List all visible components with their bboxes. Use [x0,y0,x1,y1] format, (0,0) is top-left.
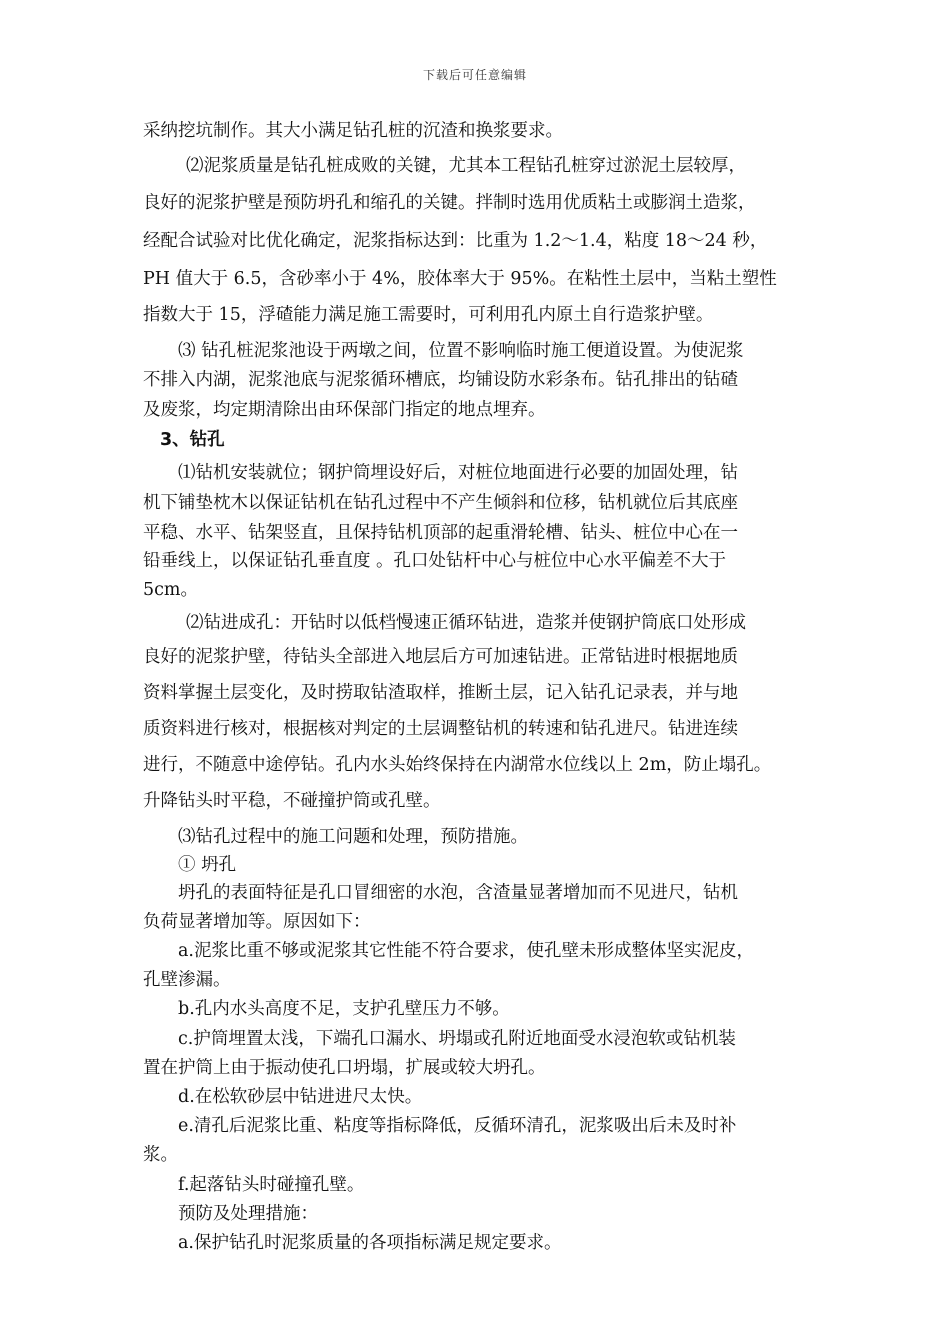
text-line: 负荷显著增加等。原因如下： [143,912,371,932]
text-line: ① 坍孔 [178,855,237,875]
text-line: 平稳、水平、钻架竖直，且保持钻机顶部的起重滑轮槽、钻头、桩位中心在一 [143,523,738,543]
section-heading: 3、钻孔 [160,430,225,450]
text-line: 升降钻头时平稳，不碰撞护筒或孔壁。 [143,791,441,811]
text-line: 浆。 [143,1145,178,1165]
text-line: c.护筒埋置太浅，下端孔口漏水、坍塌或孔附近地面受水浸泡软或钻机装 [178,1029,736,1049]
text-line: ⑶钻孔过程中的施工问题和处理，预防措施。 [178,827,528,847]
text-line: 进行，不随意中途停钻。孔内水头始终保持在内湖常水位线以上 2m，防止塌孔。 [143,755,772,775]
text-line: 及废浆，均定期清除出由环保部门指定的地点埋弃。 [143,400,546,420]
text-line: PH 值大于 6.5，含砂率小于 4%，胶体率大于 95%。在粘性土层中，当粘土塑性 [143,269,777,289]
text-line: 铅垂线上，以保证钻孔垂直度 。孔口处钻杆中心与桩位中心水平偏差不大于 [143,551,727,571]
text-line: 机下铺垫枕木以保证钻机在钻孔过程中不产生倾斜和位移，钻机就位后其底座 [143,493,738,513]
text-line: 指数大于 15，浮碴能力满足施工需要时，可利用孔内原土自行造浆护壁。 [143,305,714,325]
text-line: 采纳挖坑制作。其大小满足钻孔桩的沉渣和换浆要求。 [143,121,563,141]
text-line: a.保护钻孔时泥浆质量的各项指标满足规定要求。 [178,1233,562,1253]
text-line: e.清孔后泥浆比重、粘度等指标降低，反循环清孔，泥浆吸出后未及时补 [178,1116,737,1136]
text-line: ⑴钻机安装就位；钢护筒埋设好后，对桩位地面进行必要的加固处理，钻 [178,463,738,483]
text-line: 不排入内湖，泥浆池底与泥浆循环槽底，均铺设防水彩条布。钻孔排出的钻碴 [143,370,738,390]
text-line: 质资料进行核对，根据核对判定的土层调整钻机的转速和钻孔进尺。钻进连续 [143,719,738,739]
text-line: b.孔内水头高度不足，支护孔壁压力不够。 [178,999,510,1019]
text-line: ⑵钻进成孔：开钻时以低档慢速正循环钻进，造浆并使钢护筒底口处形成 [186,613,746,633]
text-line: 经配合试验对比优化确定，泥浆指标达到：比重为 1.2～1.4，粘度 18～24 秒， [143,231,768,251]
text-line: f.起落钻头时碰撞孔壁。 [178,1175,365,1195]
text-line: ⑵泥浆质量是钻孔桩成败的关键，尤其本工程钻孔桩穿过淤泥土层较厚， [186,156,746,176]
text-line: ⑶ 钻孔桩泥浆池设于两墩之间，位置不影响临时施工便道设置。为使泥浆 [178,341,744,361]
text-line: a.泥浆比重不够或泥浆其它性能不符合要求，使孔壁未形成整体坚实泥皮， [178,941,754,961]
text-line: 5cm。 [143,580,199,600]
text-line: 良好的泥浆护壁，待钻头全部进入地层后方可加速钻进。正常钻进时根据地质 [143,647,738,667]
text-line: 预防及处理措施： [178,1204,318,1224]
text-line: 资料掌握土层变化，及时捞取钻渣取样，推断土层，记入钻孔记录表，并与地 [143,683,738,703]
text-line: 良好的泥浆护壁是预防坍孔和缩孔的关键。拌制时选用优质粘土或膨润土造浆， [143,193,756,213]
text-line: 置在护筒上由于振动使孔口坍塌，扩展或较大坍孔。 [143,1058,546,1078]
page-header: 下载后可任意编辑 [422,68,527,82]
text-line: 坍孔的表面特征是孔口冒细密的水泡，含渣量显著增加而不见进尺，钻机 [178,883,738,903]
text-line: d.在松软砂层中钻进进尺太快。 [178,1087,423,1107]
text-line: 孔壁渗漏。 [143,970,231,990]
